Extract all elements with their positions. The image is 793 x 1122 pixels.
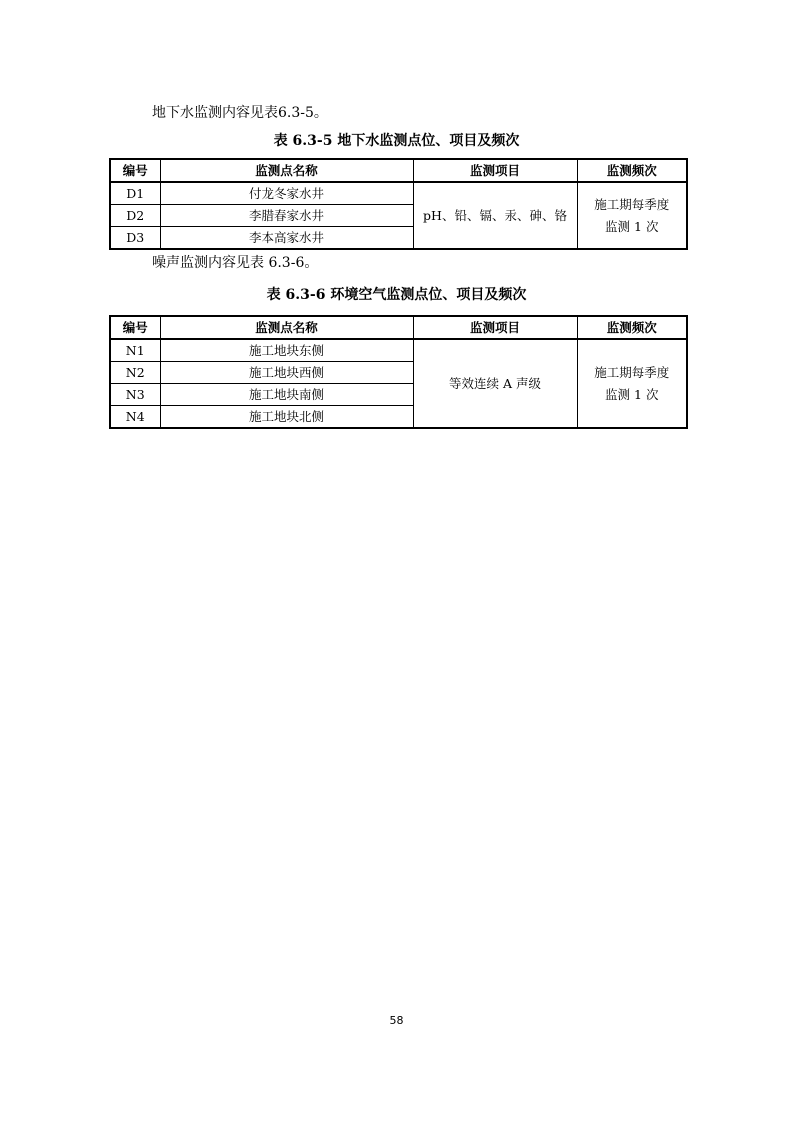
intro-groundwater: 地下水监测内容见表6.3-5。 (152, 105, 328, 121)
header-id: 编号 (110, 316, 160, 339)
header-frequency: 监测频次 (577, 316, 687, 339)
monitoring-items: 等效连续 A 声级 (413, 339, 577, 428)
frequency-line-1: 施工期每季度 (594, 364, 670, 380)
row-id: N4 (110, 406, 160, 429)
intro-noise: 噪声监测内容见表 6.3-6。 (152, 255, 319, 271)
frequency-line-2: 监测 1 次 (605, 386, 659, 402)
row-id: D2 (110, 205, 160, 227)
row-site-name: 施工地块西侧 (160, 362, 413, 384)
noise-monitoring-table (109, 315, 688, 429)
row-site-name: 施工地块南侧 (160, 384, 413, 406)
table-row (110, 339, 687, 362)
row-site-name: 李腊春家水井 (160, 205, 413, 227)
table-header-row (110, 159, 687, 182)
row-site-name: 李本高家水井 (160, 227, 413, 250)
frequency-line-2: 监测 1 次 (605, 218, 659, 234)
row-id: N3 (110, 384, 160, 406)
monitoring-frequency (577, 182, 687, 249)
header-frequency: 监测频次 (577, 159, 687, 182)
row-id: N2 (110, 362, 160, 384)
header-site-name: 监测点名称 (160, 316, 413, 339)
monitoring-items: pH、铅、镉、汞、砷、铬 (413, 182, 577, 249)
page-number: 58 (389, 1014, 404, 1027)
header-id: 编号 (110, 159, 160, 182)
row-id: D1 (110, 182, 160, 205)
row-site-name: 施工地块北侧 (160, 406, 413, 429)
row-site-name: 付龙冬家水井 (160, 182, 413, 205)
header-site-name: 监测点名称 (160, 159, 413, 182)
frequency-line-1: 施工期每季度 (594, 196, 670, 212)
groundwater-monitoring-table (109, 158, 688, 250)
monitoring-frequency (577, 339, 687, 428)
table-row (110, 182, 687, 205)
row-id: N1 (110, 339, 160, 362)
table-6-3-5-caption: 表 6.3-5 地下水监测点位、项目及频次 (273, 133, 520, 149)
header-items: 监测项目 (413, 159, 577, 182)
header-items: 监测项目 (413, 316, 577, 339)
table-6-3-6-caption: 表 6.3-6 环境空气监测点位、项目及频次 (266, 287, 527, 303)
row-site-name: 施工地块东侧 (160, 339, 413, 362)
row-id: D3 (110, 227, 160, 250)
table-header-row (110, 316, 687, 339)
